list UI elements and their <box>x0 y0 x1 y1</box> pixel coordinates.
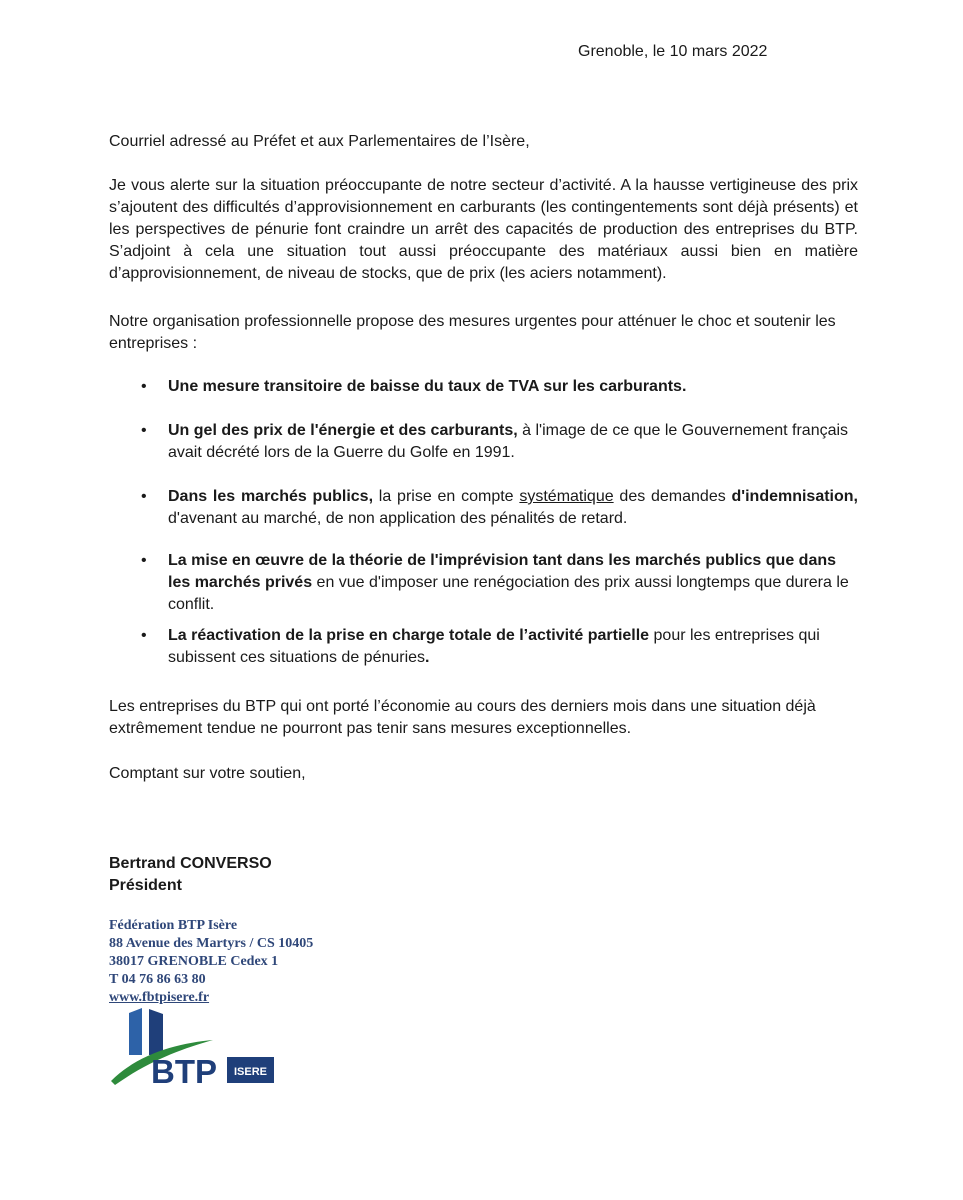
org-name: Fédération BTP Isère <box>109 918 238 933</box>
measures-list <box>109 376 858 669</box>
measure-tva: Une mesure transitoire de baisse du taux de TVA sur les carburants. <box>168 378 687 395</box>
phone-number: T 04 76 86 63 80 <box>109 972 206 987</box>
signature-block <box>109 853 272 897</box>
bullet-icon: • <box>141 488 147 505</box>
list-item <box>109 376 858 398</box>
city-address: 38017 GRENOBLE Cedex 1 <box>109 954 279 969</box>
list-item <box>109 625 858 669</box>
list-item <box>109 486 858 530</box>
logo-isere-text: ISERE <box>233 1066 268 1078</box>
measure-imprevision-bold: La mise en œuvre de la théorie de l'imprévision tant dans les marchés publics que dans les marchés privés <box>168 552 837 591</box>
measure-price-freeze-text: à l'image de ce que le Gouvernement français avait décrété lors de la Guerre du Golfe en 1991. <box>168 422 849 461</box>
signatory-title: Président <box>109 877 182 894</box>
closing-line: Comptant sur votre soutien, <box>109 765 306 782</box>
bullet-icon: • <box>141 422 147 439</box>
bullet-icon: • <box>141 378 147 395</box>
measure-imprevision-text: en vue d'imposer une renégociation des prix aussi longtemps que durera le conflit. <box>168 574 849 613</box>
salutation: Courriel adressé au Préfet et aux Parlementaires de l’Isère, <box>109 133 530 150</box>
measure-public-markets-text2: des demandes <box>613 488 732 505</box>
bullet-icon: • <box>141 627 147 644</box>
paragraph-conclusion: Les entreprises du BTP qui ont porté l’économie au cours des derniers mois dans une situation déjà extrêmement tendue ne pourront pas tenir sans mesures exceptionnelles. <box>109 698 816 737</box>
list-item <box>109 550 858 616</box>
logo-bar-left <box>129 1008 142 1055</box>
measure-partial-activity-bold: La réactivation de la prise en charge totale de l’activité partielle <box>168 627 650 644</box>
measure-public-markets-text: la prise en compte <box>373 488 520 505</box>
street-address: 88 Avenue des Martyrs / CS 10405 <box>109 936 314 951</box>
list-item <box>109 420 858 464</box>
measure-public-markets-bold: Dans les marchés publics, <box>168 488 374 505</box>
logo-btp-text: BTP <box>151 1053 217 1087</box>
btp-isere-logo <box>109 1005 279 1087</box>
measure-public-markets-text3: d'avenant au marché, de non application des pénalités de retard. <box>168 510 628 527</box>
logo-bar-right <box>149 1009 163 1055</box>
paragraph-intro: Je vous alerte sur la situation préoccupante de notre secteur d’activité. A la hausse vertigineuse des prix s’ajoutent des difficultés d’approvisionnement en carburants (les contingentements sont déjà présents) et les perspectives de pénurie font craindre un arrêt des capacités de production des entreprises du BTP. S’adjoint à cela une situation tout aussi préoccupante des matériaux aussi bien en matière d’approvisionnement, de niveau de stocks, que de prix (les aciers notamment). <box>109 177 858 282</box>
measure-partial-activity-text: pour les entreprises qui subissent ces situations de pénuries <box>168 627 820 666</box>
paragraph-proposals: Notre organisation professionnelle propose des mesures urgentes pour atténuer le choc et soutenir les entreprises : <box>109 313 836 352</box>
website-link[interactable]: www.fbtpisere.fr <box>109 990 210 1005</box>
letter-date: Grenoble, le 10 mars 2022 <box>578 43 768 60</box>
measure-public-markets-underlined: systématique <box>519 488 614 505</box>
measure-price-freeze-bold: Un gel des prix de l'énergie et des carburants, <box>168 422 518 439</box>
measure-partial-activity-end: . <box>425 649 430 666</box>
bullet-icon: • <box>141 552 147 569</box>
signatory-name: Bertrand CONVERSO <box>109 855 272 872</box>
measure-public-markets-bold2: d'indemnisation, <box>731 488 858 505</box>
address-block <box>109 917 313 1007</box>
